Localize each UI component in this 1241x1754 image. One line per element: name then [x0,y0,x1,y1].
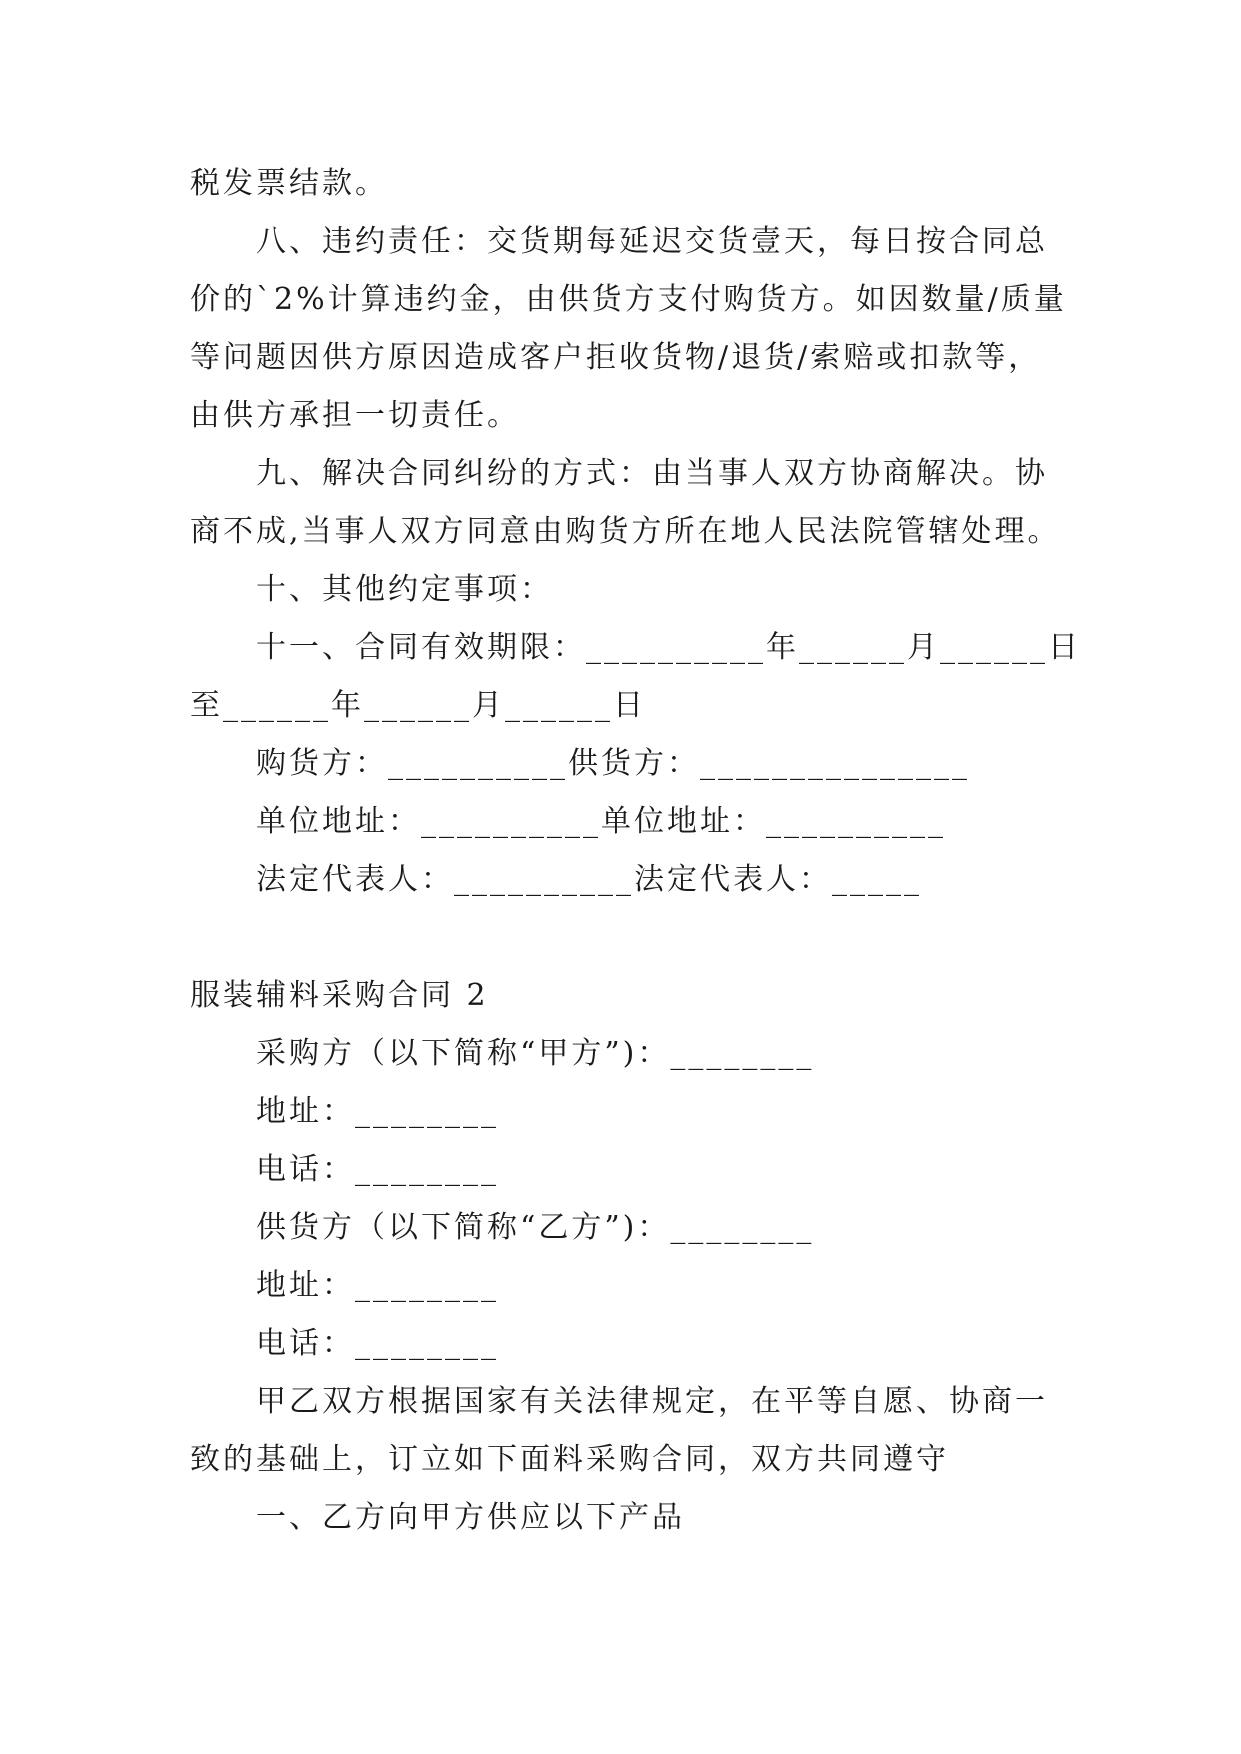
party-b-address: 地址：________ [256,1268,499,1303]
text-line: 等问题因供方原因造成客户拒收货物/退货/索赔或扣款等， [190,340,1042,375]
party-a-address: 地址：________ [256,1094,499,1129]
signature-buyer-seller: 购货方：__________供货方：_______________ [256,746,970,781]
party-a-phone: 电话：________ [256,1152,499,1187]
signature-legal-rep: 法定代表人：__________法定代表人：_____ [256,862,922,897]
signature-address: 单位地址：__________单位地址：__________ [256,804,946,839]
text-line: 致的基础上，订立如下面料采购合同，双方共同遵守 [190,1442,949,1477]
preamble-line: 甲乙双方根据国家有关法律规定，在平等自愿、协商一 [256,1384,1048,1419]
clause-11-heading: 十一、合同有效期限：__________年______月______日 [256,630,1081,665]
text-line: 由供方承担一切责任。 [190,398,520,433]
clause-10-heading: 十、其他约定事项： [256,572,553,607]
clause-9-heading: 九、解决合同纠纷的方式：由当事人双方协商解决。协 [256,456,1048,491]
text-line: 至______年______月______日 [190,688,646,723]
clause-8-heading: 八、违约责任：交货期每延迟交货壹天，每日按合同总 [256,224,1048,259]
text-line: 商不成,当事人双方同意由购货方所在地人民法院管辖处理。 [190,514,1061,549]
contract-2-title: 服装辅料采购合同 2 [190,978,489,1013]
party-b-line: 供货方（以下简称“乙方”)：________ [256,1210,815,1245]
text-line: 税发票结款。 [190,166,388,201]
party-b-phone: 电话：________ [256,1326,499,1361]
clause-1-heading: 一、乙方向甲方供应以下产品 [256,1500,685,1535]
text-line: 价的`2%计算违约金，由供货方支付购货方。如因数量/质量 [190,282,1067,317]
party-a-line: 采购方（以下简称“甲方”)：________ [256,1036,815,1071]
